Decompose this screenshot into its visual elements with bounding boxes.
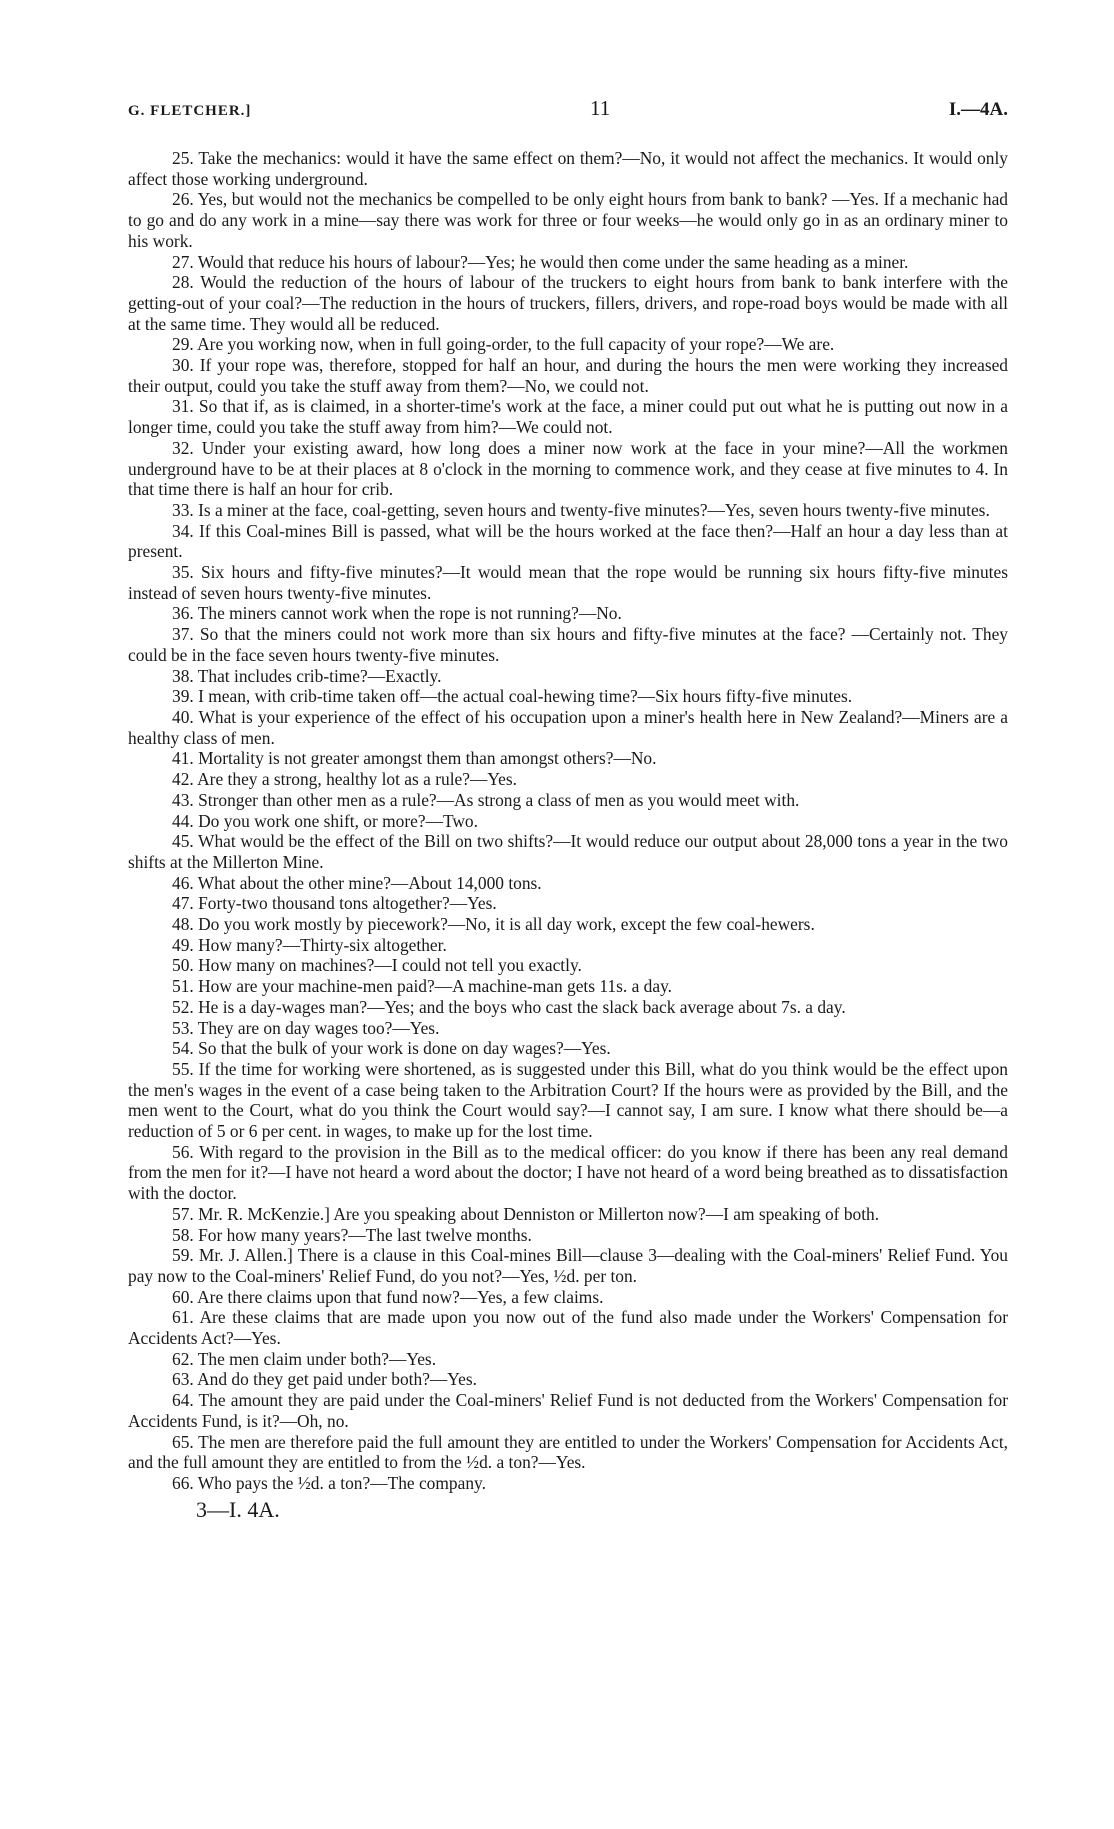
testimony-paragraph: 47. Forty-two thousand tons altogether?—Yes.	[172, 893, 497, 914]
testimony-paragraph: 66. Who pays the ½d. a ton?—The company.	[172, 1473, 486, 1493]
testimony-paragraph: 45. What would be the effect of the Bill on two shifts?—It would reduce our output about 28,000 tons a year in the two shifts at the Millerton Mine.	[128, 831, 1008, 872]
testimony-paragraph: 27. Would that reduce his hours of labour?—Yes; he would then come under the same heading as a miner.	[172, 251, 909, 272]
testimony-paragraph: 63. And do they get paid under both?—Yes.	[172, 1369, 477, 1390]
testimony-paragraph: 62. The men claim under both?—Yes.	[172, 1348, 437, 1369]
testimony-paragraph: 41. Mortality is not greater amongst them than amongst others?—No.	[172, 748, 657, 769]
testimony-paragraph: 30. If your rope was, therefore, stopped for half an hour, and during the hours the men were working they increased their output, could you take the stuff away from them?—No, we could not.	[128, 355, 1008, 396]
testimony-paragraph: 56. With regard to the provision in the Bill as to the medical officer: do you know if there has been any real demand from the men for it?—I have not heard a word about the doctor; I have not heard of a word being breathed as to dissatisfaction with the doctor.	[128, 1141, 1008, 1204]
testimony-paragraph: 59. Mr. J. Allen.] There is a clause in this Coal-mines Bill—clause 3—dealing with the Coal-miners' Relief Fund. You pay now to the Coal-miners' Relief Fund, do you not?—Yes, ½d. per ton.	[128, 1245, 1008, 1286]
document-page	[128, 96, 1008, 1524]
testimony-paragraph: 60. Are there claims upon that fund now?—Yes, a few claims.	[172, 1286, 604, 1307]
testimony-paragraph: 57. Mr. R. McKenzie.] Are you speaking about Denniston or Millerton now?—I am speaking of both.	[172, 1203, 880, 1224]
testimony-paragraph: 58. For how many years?—The last twelve months.	[172, 1224, 532, 1245]
testimony-paragraph: 28. Would the reduction of the hours of labour of the truckers to eight hours from bank to bank interfere with the getting-out of your coal?—The reduction in the hours of truckers, fillers, drivers, and rope-road boys would be made with all at the same time. They would all be reduced.	[128, 272, 1008, 334]
testimony-paragraph: 48. Do you work mostly by piecework?—No, it is all day work, except the few coal-hewers.	[172, 914, 815, 935]
testimony-paragraph: 35. Six hours and fifty-five minutes?—It would mean that the rope would be running six hours fifty-five minutes instead of seven hours twenty-five minutes.	[128, 562, 1008, 603]
testimony-paragraph: 39. I mean, with crib-time taken off—the actual coal-hewing time?—Six hours fifty-five minutes.	[172, 686, 853, 707]
testimony-paragraph: 31. So that if, as is claimed, in a shorter-time's work at the face, a miner could put out what he is putting out now in a longer time, could you take the stuff away from him?—We could not.	[128, 396, 1008, 438]
page-header	[128, 96, 1008, 136]
testimony-paragraph: 38. That includes crib-time?—Exactly.	[172, 665, 442, 686]
testimony-paragraph: 37. So that the miners could not work more than six hours and fifty-five minutes at the face? —Certainly not. They could be in the face seven hours twenty-five minutes.	[128, 624, 1008, 665]
witness-name: G. FLETCHER.]	[128, 103, 252, 119]
testimony-paragraph: 43. Stronger than other men as a rule?—As strong a class of men as you would meet with.	[172, 789, 800, 810]
testimony-paragraph: 26. Yes, but would not the mechanics be compelled to be only eight hours from bank to bank? —Yes. If a mechanic had to go and do any work in a mine—say there was work for three or four weeks—he would only go in as an ordinary miner to his work.	[128, 189, 1008, 251]
testimony-paragraph: 51. How are your machine-men paid?—A machine-man gets 11s. a day.	[172, 976, 672, 997]
testimony-paragraph: 33. Is a miner at the face, coal-getting, seven hours and twenty-five minutes?—Yes, seven hours twenty-five minutes.	[172, 499, 990, 520]
testimony-paragraph: 46. What about the other mine?—About 14,000 tons.	[172, 872, 542, 893]
testimony-paragraph: 25. Take the mechanics: would it have the same effect on them?—No, it would not affect the mechanics. It would only affect those working underground.	[128, 148, 1008, 189]
testimony-paragraph: 42. Are they a strong, healthy lot as a rule?—Yes.	[172, 769, 518, 790]
testimony-body	[128, 148, 1008, 1494]
testimony-paragraph: 64. The amount they are paid under the Coal-miners' Relief Fund is not deducted from the Workers' Compensation for Accidents Fund, is it?—Oh, no.	[128, 1390, 1008, 1431]
testimony-paragraph: 29. Are you working now, when in full going-order, to the full capacity of your rope?—We are.	[172, 334, 835, 355]
testimony-paragraph: 36. The miners cannot work when the rope is not running?—No.	[172, 603, 622, 624]
testimony-paragraph: 65. The men are therefore paid the full amount they are entitled to under the Workers' Compensation for Accidents Act, and the full amount they are entitled to from the ½d. a ton?—Yes.	[128, 1431, 1008, 1473]
page-number: 11	[590, 96, 611, 120]
signature-mark: 3—I. 4A.	[196, 1496, 280, 1522]
testimony-paragraph: 50. How many on machines?—I could not tell you exactly.	[172, 955, 582, 976]
testimony-paragraph: 52. He is a day-wages man?—Yes; and the boys who cast the slack back average about 7s. a day.	[172, 996, 846, 1017]
testimony-paragraph: 53. They are on day wages too?—Yes.	[172, 1017, 440, 1038]
testimony-paragraph: 40. What is your experience of the effect of his occupation upon a miner's health here in New Zealand?—Miners are a healthy class of men.	[128, 706, 1008, 748]
testimony-paragraph: 44. Do you work one shift, or more?—Two.	[172, 810, 478, 831]
testimony-paragraph: 32. Under your existing award, how long does a miner now work at the face in your mine?—All the workmen underground have to be at their places at 8 o'clock in the morning to commence work, and they cease at five minutes to 4. In that time there is half an hour for crib.	[128, 437, 1008, 500]
testimony-paragraph: 34. If this Coal-mines Bill is passed, what will be the hours worked at the face then?—Half an hour a day less than at present.	[128, 520, 1008, 562]
testimony-paragraph: 49. How many?—Thirty-six altogether.	[172, 934, 447, 955]
document-reference: I.—4A.	[948, 99, 1008, 120]
testimony-paragraph: 61. Are these claims that are made upon you now out of the fund also made under the Workers' Compensation for Accidents Act?—Yes.	[128, 1307, 1008, 1349]
testimony-paragraph: 54. So that the bulk of your work is done on day wages?—Yes.	[172, 1038, 611, 1059]
testimony-paragraph: 55. If the time for working were shortened, as is suggested under this Bill, what do you think would be the effect upon the men's wages in the event of a case being taken to the Arbitration Court? If the hours were as provided by the Bill, and the men went to the Court, what do you think the Court would say?—I cannot say, I am sure. I know what there should be—a reduction of 5 or 6 per cent. in wages, to make up for the lost time.	[128, 1058, 1008, 1142]
